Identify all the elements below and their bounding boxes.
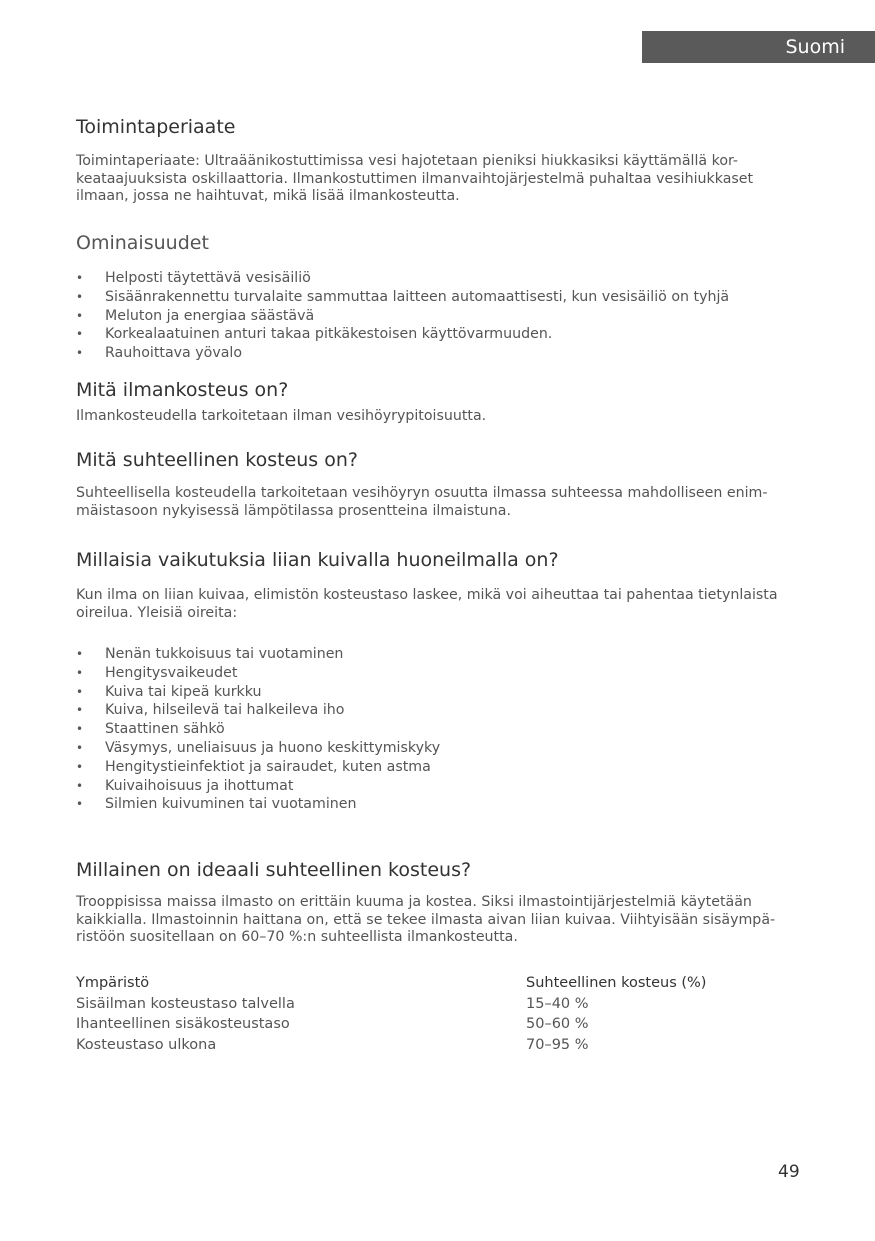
list-item-text: Sisäänrakennettu turvalaite sammuttaa laitteen automaattisesti, kun vesisäiliö on tyhjä xyxy=(105,288,730,305)
bullet-icon: • xyxy=(76,778,84,793)
list-item-text: Nenän tukkoisuus tai vuotaminen xyxy=(105,646,344,662)
effects-text xyxy=(76,587,806,622)
relative-text xyxy=(76,485,806,520)
text-line: ristöön suositellaan on 60–70 %:n suhteellista ilmankosteutta. xyxy=(76,929,518,945)
section-title: Mitä ilmankosteus on? xyxy=(76,379,289,401)
section-effects xyxy=(76,548,806,572)
list-item-text: Väsymys, uneliaisuus ja huono keskittymiskyky xyxy=(105,739,441,756)
list-item-text: Kuiva, hilseilevä tai halkeileva iho xyxy=(105,702,345,719)
section-title: Millainen on ideaali suhteellinen kosteus? xyxy=(76,859,472,881)
bullet-icon: • xyxy=(76,759,84,774)
text-line: oireilua. Yleisiä oireita: xyxy=(76,604,238,621)
bullet-icon: • xyxy=(76,271,84,285)
list-item xyxy=(76,325,806,344)
list-item-text: Rauhoittava yövalo xyxy=(105,345,243,362)
principle-text xyxy=(76,153,806,206)
section-humidity xyxy=(76,378,806,402)
bullet-icon: • xyxy=(76,327,84,342)
list-item xyxy=(76,344,806,363)
section-features xyxy=(76,231,806,255)
list-item xyxy=(76,683,806,702)
list-item xyxy=(76,701,806,720)
table-cell: Ihanteellinen sisäkosteustaso xyxy=(76,1016,290,1032)
ideal-text xyxy=(76,894,806,947)
table-cell: 50–60 % xyxy=(526,1016,589,1032)
bullet-icon: • xyxy=(76,289,84,304)
list-item xyxy=(76,645,806,664)
list-item xyxy=(76,720,806,739)
list-item xyxy=(76,795,806,814)
section-title: Ominaisuudet xyxy=(76,232,209,254)
table-column-humidity xyxy=(526,973,706,1055)
list-item-text: Staattinen sähkö xyxy=(105,721,225,738)
section-ideal xyxy=(76,858,806,882)
section-title: Toimintaperiaate xyxy=(76,116,236,138)
table-header: Ympäristö xyxy=(76,975,150,991)
list-item-text: Helposti täytettävä vesisäiliö xyxy=(105,270,311,286)
bullet-icon: • xyxy=(76,722,84,737)
bullet-icon: • xyxy=(76,308,84,323)
text-line: Trooppisissa maissa ilmasto on erittäin kuuma ja kostea. Siksi ilmastointijärjestelmiä käytetään xyxy=(76,894,752,910)
table-column-environment xyxy=(76,973,295,1055)
bullet-icon: • xyxy=(76,346,84,361)
list-item xyxy=(76,307,806,326)
list-item-text: Hengitystieinfektiot ja sairaudet, kuten astma xyxy=(105,758,431,775)
list-item xyxy=(76,664,806,683)
list-item xyxy=(76,288,806,307)
text-line: Kun ilma on liian kuivaa, elimistön kosteustaso laskee, mikä voi aiheuttaa tai pahentaa tietynlaista xyxy=(76,587,778,603)
text-line: Suhteellisella kosteudella tarkoitetaan vesihöyryn osuutta ilmassa suhteessa mahdolliseen enim- xyxy=(76,485,768,501)
list-item xyxy=(76,739,806,758)
features-list xyxy=(76,269,806,363)
list-item-text: Hengitysvaikeudet xyxy=(105,664,238,681)
bullet-icon: • xyxy=(76,647,84,661)
list-item xyxy=(76,269,806,288)
text-line: keataajuuksista oskillaattoria. Ilmankostuttimen ilmanvaihtojärjestelmä puhaltaa vesihiukkaset xyxy=(76,170,754,187)
text-line: kaikkialla. Ilmastoinnin haittana on, että se tekee ilmasta aivan liian kuivaa. Viihtyisään sisäympä- xyxy=(76,911,776,928)
text-line: mäistasoon nykyisessä lämpötilassa prosentteina ilmaistuna. xyxy=(76,502,511,519)
text-line: Toimintaperiaate: Ultraäänikostuttimissa vesi hajotetaan pieniksi hiukkasiksi käyttämällä kor- xyxy=(76,153,739,169)
table-cell: 15–40 % xyxy=(526,995,589,1012)
table-cell: Kosteustaso ulkona xyxy=(76,1036,217,1053)
text-line: ilmaan, jossa ne haihtuvat, mikä lisää ilmankosteutta. xyxy=(76,188,460,204)
humidity-text xyxy=(76,408,806,426)
section-relative-humidity xyxy=(76,448,806,472)
table-cell: Sisäilman kosteustaso talvella xyxy=(76,995,295,1012)
list-item-text: Meluton ja energiaa säästävä xyxy=(105,307,315,324)
table-header: Suhteellinen kosteus (%) xyxy=(526,975,707,991)
bullet-icon: • xyxy=(76,740,84,755)
section-title: Mitä suhteellinen kosteus on? xyxy=(76,449,358,471)
table-cell: 70–95 % xyxy=(526,1036,589,1053)
list-item-text: Kuivaihoisuus ja ihottumat xyxy=(105,777,294,794)
section-title: Millaisia vaikutuksia liian kuivalla huoneilmalla on? xyxy=(76,549,559,571)
text-line: Ilmankosteudella tarkoitetaan ilman vesihöyrypitoisuutta. xyxy=(76,408,487,424)
page-number: 49 xyxy=(778,1162,800,1182)
list-item-text: Kuiva tai kipeä kurkku xyxy=(105,683,262,700)
list-item xyxy=(76,777,806,796)
list-item-text: Silmien kuivuminen tai vuotaminen xyxy=(105,796,357,813)
bullet-icon: • xyxy=(76,665,84,680)
list-item xyxy=(76,758,806,777)
language-tab: Suomi xyxy=(642,31,875,63)
bullet-icon: • xyxy=(76,703,84,718)
symptoms-list xyxy=(76,645,806,814)
section-principle xyxy=(76,115,806,139)
bullet-icon: • xyxy=(76,684,84,699)
features-list-wrap xyxy=(76,269,806,363)
symptoms-list-wrap xyxy=(76,645,806,814)
list-item-text: Korkealaatuinen anturi takaa pitkäkestoisen käyttövarmuuden. xyxy=(105,326,553,343)
bullet-icon: • xyxy=(76,797,84,812)
